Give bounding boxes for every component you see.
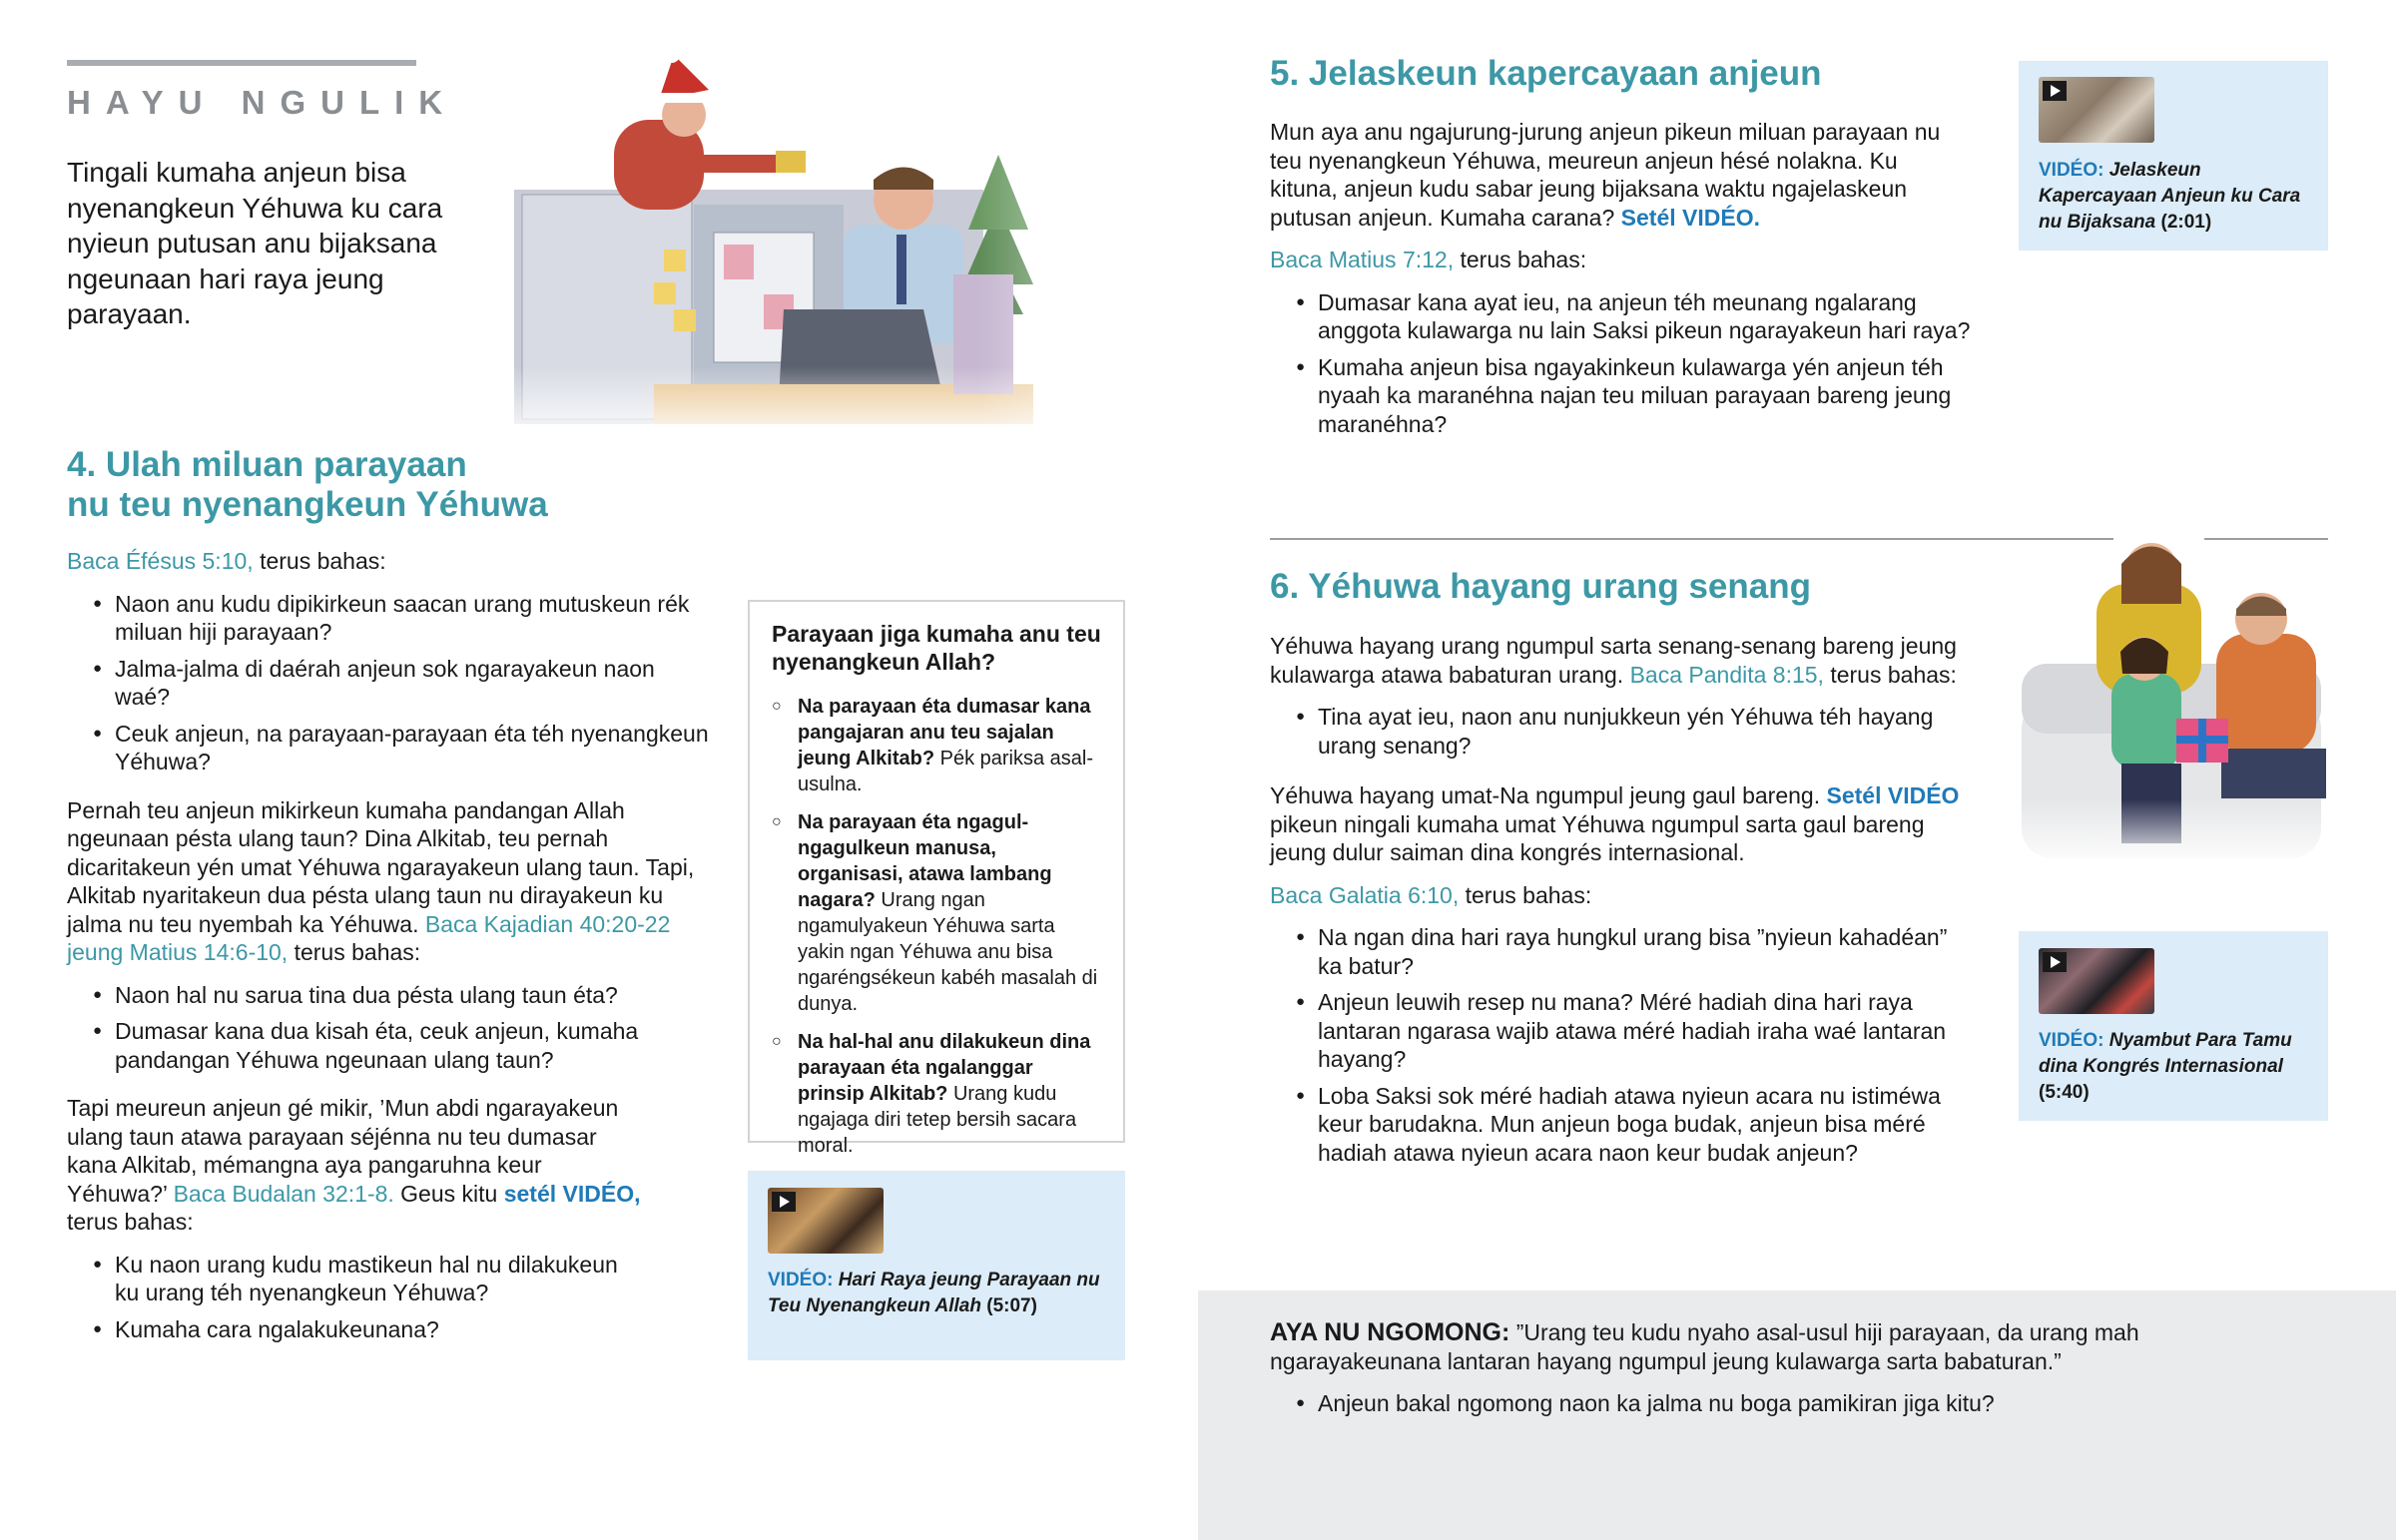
paragraph-text: Yéhuwa hayang urang ngumpul sarta senang-senang bareng jeung kulawarga atawa babaturan urang.	[1270, 633, 1957, 688]
section-5-title	[1270, 54, 1822, 94]
paragraph	[1270, 781, 1969, 867]
section-4-body	[67, 547, 716, 1351]
paragraph-text: Tapi meureun anjeun gé mikir, ’Mun abdi ngarayakeun ulang taun atawa parayaan séjénna nu teu dumasar kana Alkitab, mémangna aya pangaruhna keur Yéhuwa?’	[67, 1095, 619, 1207]
question-item: ● Dumasar kana ayat ieu, na anjeun téh meunang ngalarang anggota kulawarga nu lain Saksi pikeun ngarayakeun hari raya?	[1270, 288, 1989, 345]
sidebar-item-bold: Na parayaan éta dumasar kana pangajaran anu teu sajalan jeung Alkitab?	[798, 696, 1091, 770]
video-label: VIDÉO:	[2039, 160, 2104, 181]
question-item: ● Kumaha cara ngalakukeunana?	[67, 1315, 646, 1344]
question-item: ● Naon hal nu sarua tina dua pésta ulang taun éta?	[67, 981, 716, 1010]
video-duration: (5:40)	[2039, 1082, 2090, 1103]
video-label: VIDÉO:	[768, 1270, 834, 1290]
scripture-link-kajadian[interactable]: Baca Kajadian 40:20-22 jeung Matius 14:6-10,	[67, 910, 671, 965]
read-instruction-rest: terus bahas:	[1459, 881, 1592, 908]
sidebar-box	[748, 600, 1125, 1157]
question-item: ● Ku naon urang kudu mastikeun hal nu dilakukeun ku urang téh nyenangkeun Yéhuwa?	[67, 1251, 646, 1307]
question-item: ● Jalma-jalma di daérah anjeun sok ngarayakeun naon waé?	[67, 655, 716, 712]
question-item: ● Anjeun bakal ngomong naon ka jalma nu boga pamikiran jiga kitu?	[1270, 1389, 2324, 1418]
sidebar-item-text: Urang kudu ngajaga diri tetep bersih sacara moral.	[798, 1083, 1077, 1157]
kicker-rule	[67, 60, 416, 66]
play-video-link[interactable]: Setél VIDÉO	[1826, 782, 1960, 808]
video-thumbnail[interactable]	[2039, 948, 2154, 1014]
scripture-link-matius[interactable]: Baca Matius 7:12,	[1270, 247, 1455, 272]
sidebar-item-text: Pék pariksa asal-usulna.	[798, 748, 1094, 795]
kicker: HAYU NGULIK	[67, 84, 458, 121]
video-card-3[interactable]	[2019, 931, 2328, 1121]
section-4-title-line1: 4. Ulah miluan parayaan	[67, 445, 467, 484]
paragraph-rest: pikeun ningali kumaha umat Yéhuwa ngumpul sarta gaul bareng jeung dulur saiman dina kongrés internasional.	[1270, 810, 1925, 865]
scripture-link-budalan[interactable]: Baca Budalan 32:1-8.	[173, 1180, 394, 1207]
sidebar-item	[750, 1029, 1103, 1159]
sidebar-item-text: Urang ngan ngamulyakeun Yéhuwa sarta yakin ngan Yéhuwa anu bisa ngaréngsékeun kabéh masalah di dunya.	[798, 889, 1098, 1015]
video-duration: (5:07)	[986, 1295, 1037, 1316]
play-video-link[interactable]: Setél VIDÉO.	[1620, 204, 1760, 231]
play-video-link[interactable]: setél VIDÉO,	[503, 1180, 641, 1207]
paragraph-mid: Geus kitu	[393, 1180, 504, 1207]
read-instruction	[1270, 881, 1999, 910]
paragraph	[1270, 118, 1969, 232]
video-duration: (2:01)	[2160, 212, 2212, 233]
read-instruction	[67, 547, 716, 576]
paragraph-text: Mun aya anu ngajurung-jurung anjeun pikeun miluan parayaan nu teu nyenangkeun Yéhuwa, meureun anjeun hésé nolakna. Ku kituna, anjeun kudu sabar jeung bijaksana waktu ngajelaskeun putusan anjeun. Kumaha carana?	[1270, 119, 1941, 231]
scripture-link-pandita[interactable]: Baca Pandita 8:15,	[1629, 661, 1824, 688]
sidebar-item	[750, 694, 1103, 797]
play-icon[interactable]	[2043, 81, 2067, 101]
section-4-title-line2: nu teu nyenangkeun Yéhuwa	[67, 485, 548, 524]
paragraph	[67, 796, 711, 967]
section-6-title	[1270, 567, 1811, 607]
video-caption	[768, 1268, 1107, 1319]
video-title: Nyambut Para Tamu dina Kongrés Internasional	[2039, 1030, 2292, 1077]
question-item: ● Anjeun leuwih resep nu mana? Méré hadiah dina hari raya lantaran ngarasa wajib atawa méré hadiah iraha waé lantaran hayang?	[1270, 988, 1969, 1074]
play-icon[interactable]	[2043, 952, 2067, 972]
question-item: ● Ceuk anjeun, na parayaan-parayaan éta téh nyenangkeun Yéhuwa?	[67, 720, 716, 776]
question-item: ● Kumaha anjeun bisa ngayakinkeun kulawarga yén anjeun téh nyaah ka maranéhna najan teu miluan parayaan bareng jeung maranéhna?	[1270, 353, 1989, 439]
sidebar-item-bold: Na hal-hal anu dilakukeun dina parayaan éta ngalanggar prinsip Alkitab?	[798, 1031, 1091, 1105]
paragraph-rest: terus bahas:	[288, 939, 421, 965]
video-caption	[2039, 158, 2318, 236]
paragraph-rest: terus bahas:	[1823, 661, 1957, 688]
section-5-body	[1270, 118, 1989, 446]
scripture-link-efesus[interactable]: Baca Éfésus 5:10,	[67, 548, 254, 574]
section-6-body	[1270, 632, 1999, 1175]
read-instruction-rest: terus bahas:	[253, 548, 386, 574]
video-card-2[interactable]	[2019, 61, 2328, 251]
play-icon[interactable]	[772, 1192, 796, 1212]
section-6-heading: 6. Yéhuwa hayang urang senang	[1270, 567, 1812, 606]
video-title: Hari Raya jeung Parayaan nu Teu Nyenangkeun Allah	[768, 1270, 1100, 1316]
intro-text: Tingali kumaha anjeun bisa nyenangkeun Yéhuwa ku cara nyieun putusan anu bijaksana ngeunaan hari raya jeung parayaan.	[67, 157, 443, 329]
video-thumbnail[interactable]	[2039, 77, 2154, 143]
paragraph-text: Yéhuwa hayang umat-Na ngumpul jeung gaul bareng.	[1270, 782, 1827, 808]
office-party-illustration	[514, 55, 1178, 444]
sidebar-item	[750, 809, 1103, 1017]
footer-quote	[1270, 1318, 2188, 1375]
section-5-heading: 5. Jelaskeun kapercayaan anjeun	[1270, 54, 1822, 93]
read-instruction	[1270, 246, 1989, 274]
paragraph-text: Pernah teu anjeun mikirkeun kumaha pandangan Allah ngeunaan pésta ulang taun? Dina Alkitab, teu pernah dicaritakeun yén umat Yéhuwa ngarayakeun ulang taun. Tapi, Alkitab nyaritakeun dua pésta ulang taun nu dirayakeun ku jalma nu teu nyembah ka Yéhuwa.	[67, 796, 695, 937]
section-divider	[1270, 538, 2113, 540]
video-caption	[2039, 1028, 2318, 1106]
sidebar-item-bold: Na parayaan éta ngagul-ngagulkeun manusa, organisasi, atawa lambang nagara?	[798, 811, 1052, 911]
video-title: Jelaskeun Kapercayaan Anjeun ku Cara nu Bijaksana	[2039, 160, 2301, 233]
video-thumbnail[interactable]	[768, 1188, 884, 1254]
section-4-title	[67, 445, 626, 525]
footer-quote-text: ”Urang teu kudu nyaho asal-usul hiji parayaan, da urang mah ngarayakeunana lantaran hayang ngumpul jeung kulawarga sarta babaturan.”	[1270, 1319, 2139, 1374]
read-instruction-rest: terus bahas:	[1454, 247, 1587, 272]
question-item: ● Dumasar kana dua kisah éta, ceuk anjeun, kumaha pandangan Yéhuwa ngeunaan ulang taun?	[67, 1017, 716, 1074]
question-item: ● Loba Saksi sok méré hadiah atawa nyieun acara nu istiméwa keur barudakna. Mun anjeun boga budak, anjeun bisa méré hadiah atawa nyieun acara naon keur budak anjeun?	[1270, 1082, 1969, 1168]
question-item: ● Tina ayat ieu, naon anu nunjukkeun yén Yéhuwa téh hayang urang senang?	[1270, 703, 1949, 760]
footer-lead: AYA NU NGOMONG:	[1270, 1318, 1510, 1346]
question-item: ● Naon anu kudu dipikirkeun saacan urang mutuskeun rék miluan hiji parayaan?	[67, 590, 716, 647]
paragraph	[67, 1094, 641, 1237]
video-card-1[interactable]	[748, 1171, 1125, 1360]
footer-box	[1198, 1290, 2396, 1540]
scripture-link-galatia[interactable]: Baca Galatia 6:10,	[1270, 881, 1460, 908]
paragraph-rest: terus bahas:	[67, 1209, 194, 1235]
sidebar-title: Parayaan jiga kumaha anu teu nyenangkeun Allah?	[772, 621, 1101, 675]
video-label: VIDÉO:	[2039, 1030, 2104, 1051]
paragraph	[1270, 632, 1989, 689]
question-item: ● Na ngan dina hari raya hungkul urang bisa ”nyieun kahadéan” ka batur?	[1270, 923, 1969, 980]
family-gift-illustration	[2017, 524, 2331, 868]
